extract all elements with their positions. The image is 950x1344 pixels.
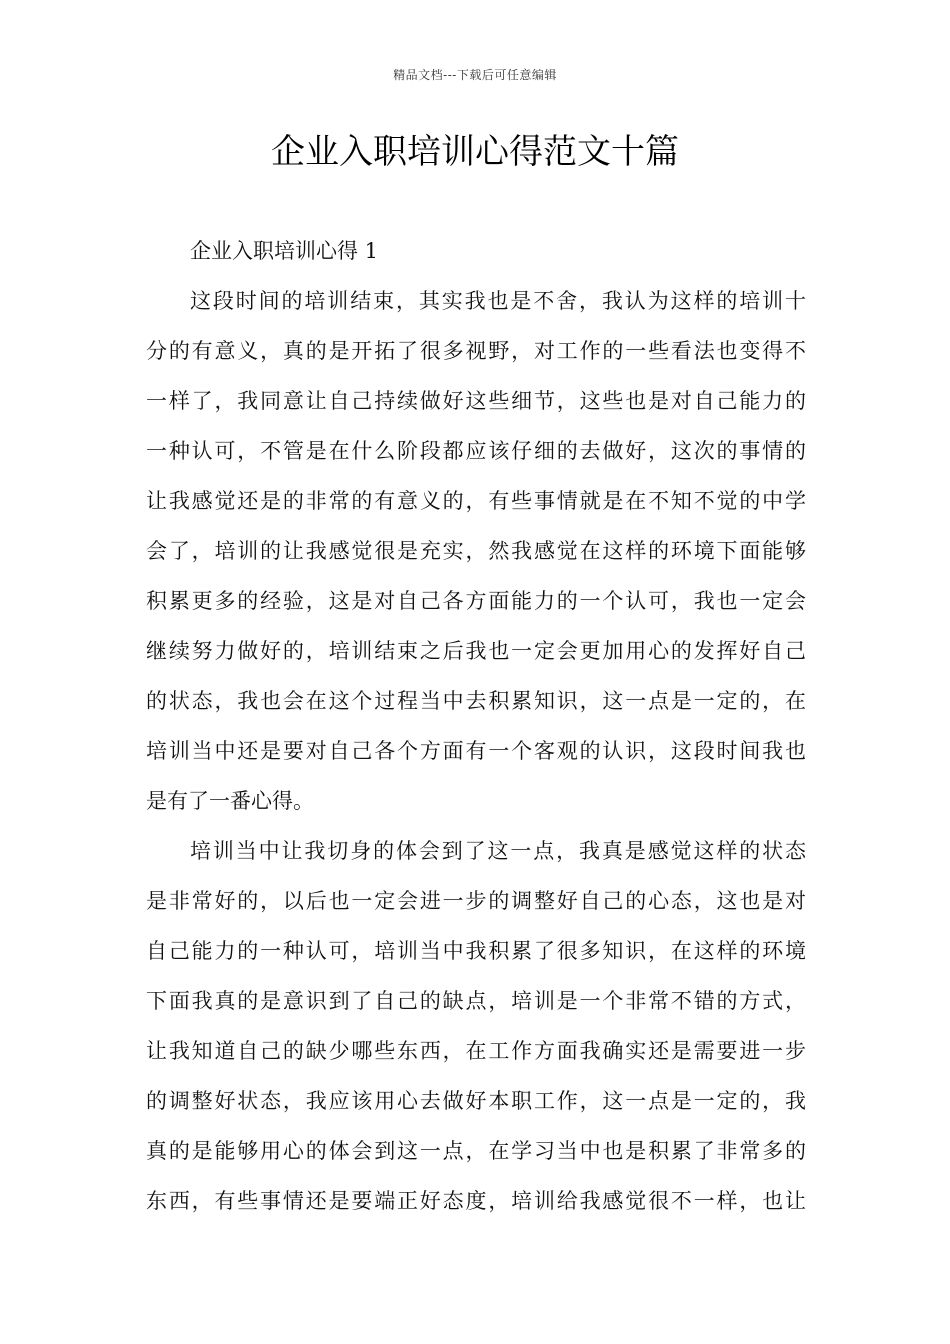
paragraph-line: 是非常好的，以后也一定会进一步的调整好自己的心态，这也是对 — [146, 889, 806, 913]
paragraph-line: 的调整好状态，我应该用心去做好本职工作，这一点是一定的，我 — [146, 1089, 806, 1113]
header-note: 精品文档---下载后可任意编辑 — [393, 68, 557, 82]
paragraph-line: 一种认可，不管是在什么阶段都应该仔细的去做好，这次的事情的 — [146, 439, 806, 463]
document-title: 企业入职培训心得范文十篇 — [271, 132, 679, 172]
paragraph-1 — [146, 276, 806, 826]
paragraph-line: 继续努力做好的，培训结束之后我也一定会更加用心的发挥好自己 — [146, 639, 806, 663]
paragraph-line: 真的是能够用心的体会到这一点，在学习当中也是积累了非常多的 — [146, 1139, 806, 1163]
paragraph-line: 的状态，我也会在这个过程当中去积累知识，这一点是一定的，在 — [146, 689, 806, 713]
paragraph-line: 这段时间的培训结束，其实我也是不舍，我认为这样的培训十 — [190, 289, 806, 313]
section-heading: 企业入职培训心得 1 — [190, 239, 379, 263]
paragraph-2 — [146, 826, 806, 1226]
paragraph-line: 积累更多的经验，这是对自己各方面能力的一个认可，我也一定会 — [146, 589, 806, 613]
paragraph-line: 让我感觉还是的非常的有意义的，有些事情就是在不知不觉的中学 — [146, 489, 806, 513]
paragraph-line: 培训当中还是要对自己各个方面有一个客观的认识，这段时间我也 — [146, 739, 806, 763]
paragraph-line: 让我知道自己的缺少哪些东西，在工作方面我确实还是需要进一步 — [146, 1039, 806, 1063]
paragraph-line: 下面我真的是意识到了自己的缺点，培训是一个非常不错的方式， — [146, 989, 806, 1013]
paragraph-line: 一样了，我同意让自己持续做好这些细节，这些也是对自己能力的 — [146, 389, 806, 413]
paragraph-line: 分的有意义，真的是开拓了很多视野，对工作的一些看法也变得不 — [146, 339, 806, 363]
paragraph-line: 东西，有些事情还是要端正好态度，培训给我感觉很不一样，也让 — [146, 1189, 806, 1213]
paragraph-line: 是有了一番心得。 — [146, 789, 314, 813]
paragraph-line: 会了，培训的让我感觉很是充实，然我感觉在这样的环境下面能够 — [146, 539, 806, 563]
paragraph-line: 自己能力的一种认可，培训当中我积累了很多知识，在这样的环境 — [146, 939, 806, 963]
paragraph-line: 培训当中让我切身的体会到了这一点，我真是感觉这样的状态 — [190, 839, 806, 863]
document-body — [146, 226, 806, 1226]
